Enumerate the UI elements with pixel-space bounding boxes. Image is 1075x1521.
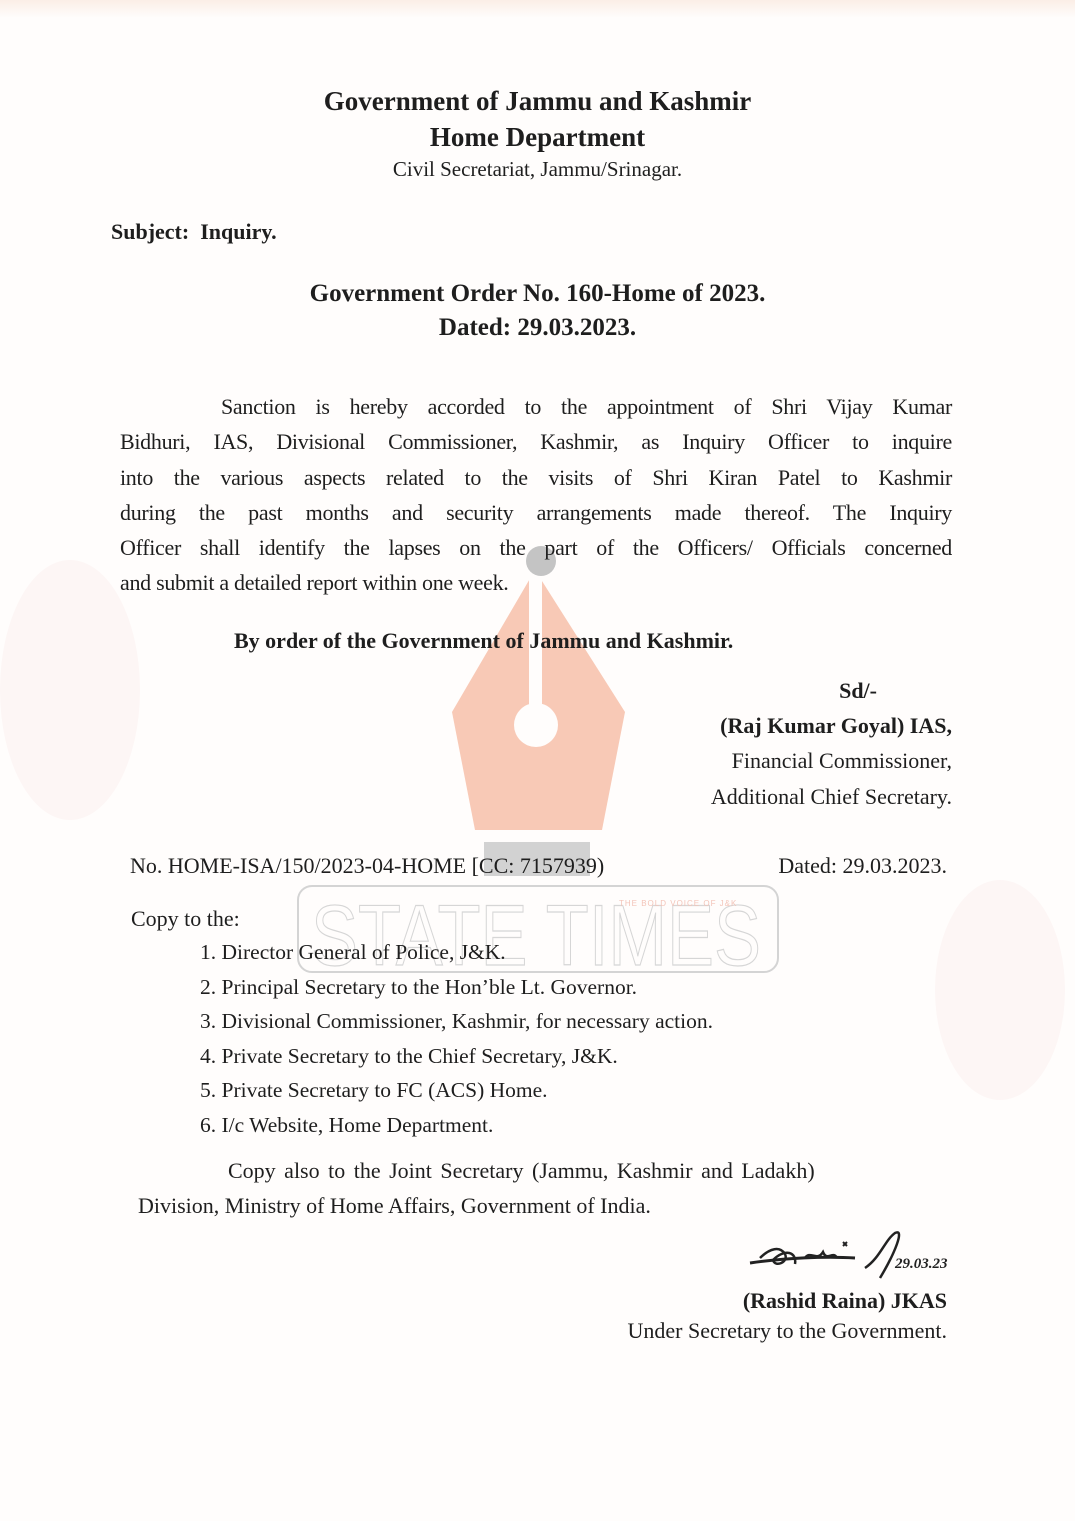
body-line-text: Sanction is hereby accorded to the appointment of Shri Vijay Kumar: [221, 394, 952, 419]
paper-stain: [935, 880, 1065, 1100]
sd-mark: Sd/-: [839, 678, 877, 703]
reference-number: No. HOME-ISA/150/2023-04-HOME [CC: 7157939): [130, 853, 605, 878]
nib-hole: [514, 703, 558, 747]
authority-line: By order of the Government of Jammu and Kashmir.: [234, 628, 734, 653]
order-title: Government Order No. 160-Home of 2023.: [309, 280, 766, 307]
copy-to-item: 4. Private Secretary to the Chief Secretary, J&K.: [200, 1043, 618, 1068]
subject-line: [111, 219, 277, 245]
signature-date: 29.03.23: [895, 1256, 948, 1272]
copy-to-item: 2. Principal Secretary to the Hon’ble Lt. Governor.: [200, 974, 638, 999]
signatory-2-name: (Rashid Raina) JKAS: [742, 1288, 947, 1313]
copy-to-item: 1. Director General of Police, J&K.: [200, 940, 506, 964]
body-line: during the past months and security arrangements made thereof. The Inquiry: [120, 499, 952, 525]
order-title-row: [100, 280, 975, 308]
watermark-brand: STATE TIMES: [311, 888, 761, 975]
government-row: [100, 86, 975, 117]
watermark-tagline: THE BOLD VOICE OF J&K: [619, 899, 738, 908]
page-edge-tint: [0, 0, 1075, 18]
subject-label: Subject:: [111, 219, 190, 244]
reference-dated: Dated: 29.03.2023.: [778, 853, 947, 878]
copy-to-list: [200, 935, 713, 1142]
copy-also-line-1: Copy also to the Joint Secretary (Jammu, Kashmir and Ladakh): [228, 1158, 815, 1183]
address-row: [100, 157, 975, 182]
copy-to-item: 6. I/c Website, Home Department.: [200, 1112, 494, 1137]
paper-stain: [0, 560, 140, 820]
subject-value: Inquiry.: [200, 219, 277, 244]
body-line: and submit a detailed report within one week.: [120, 570, 509, 596]
body-line: into the various aspects related to the visits of Shri Kiran Patel to Kashmir: [120, 464, 952, 490]
signatory-1-designation-1: Financial Commissioner,: [731, 748, 952, 773]
signatory-1-name: (Raj Kumar Goyal) IAS,: [720, 713, 952, 738]
department-title: Home Department: [429, 122, 646, 152]
signatory-2-designation: Under Secretary to the Government.: [627, 1318, 947, 1343]
copy-to-label: Copy to the:: [131, 906, 240, 931]
body-line: Bidhuri, IAS, Divisional Commissioner, Kashmir, as Inquiry Officer to inquire: [120, 429, 952, 455]
copy-to-item: 3. Divisional Commissioner, Kashmir, for necessary action.: [200, 1009, 713, 1033]
copy-to-item: 5. Private Secretary to FC (ACS) Home.: [200, 1078, 548, 1102]
copy-also-line-2: Division, Ministry of Home Affairs, Government of India.: [138, 1193, 651, 1218]
order-dated-row: [100, 314, 975, 342]
signatory-1-designation-2: Additional Chief Secretary.: [710, 784, 952, 809]
signatory-1: [711, 678, 952, 810]
copy-also-block: [138, 1158, 953, 1219]
order-body: [120, 389, 952, 601]
body-line: Officer shall identify the lapses on the part of the Officers/ Officials concerned: [120, 535, 952, 561]
order-dated: Dated: 29.03.2023.: [438, 314, 637, 341]
address: Civil Secretariat, Jammu/Srinagar.: [392, 157, 683, 181]
department-row: [100, 122, 975, 153]
government-title: Government of Jammu and Kashmir: [323, 86, 752, 116]
body-line: [120, 389, 952, 424]
